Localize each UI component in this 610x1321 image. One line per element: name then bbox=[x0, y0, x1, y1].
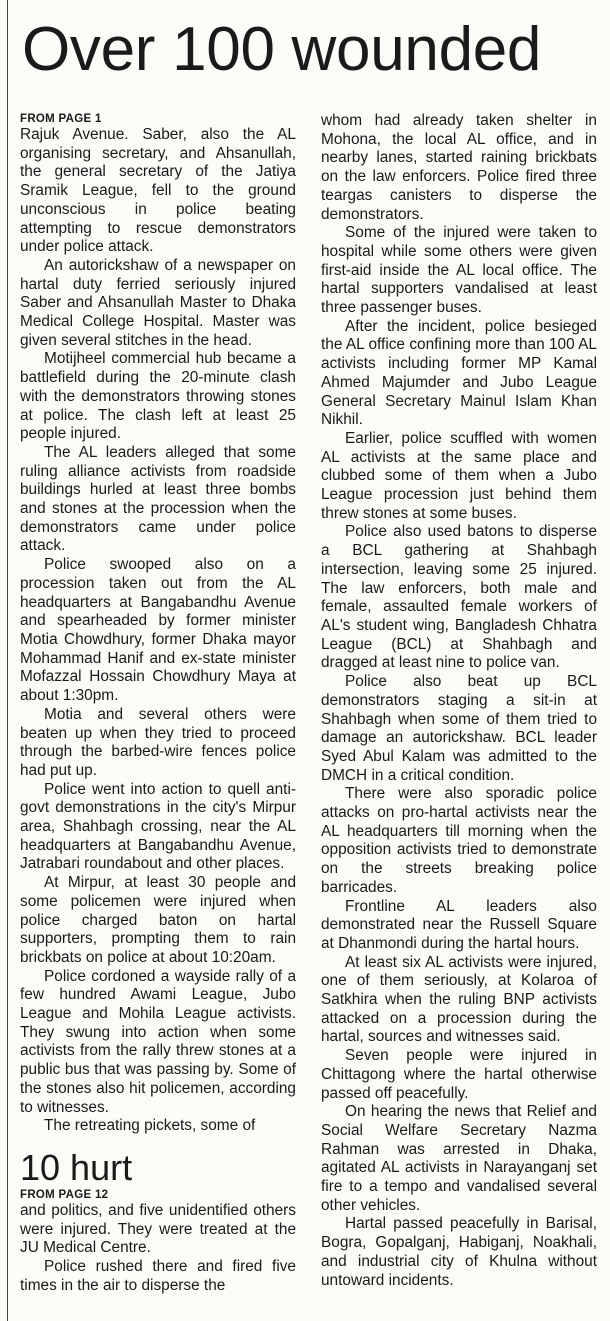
paragraph: Police swooped also on a procession taken out from the AL headquarters at Bangabandhu Avenue and spearheaded by former minister Motia Chowdhury, former Dhaka mayor Mohammad Hanif and ex-state minister Mofazzal Hossain Chowdhury Maya at about 1:30pm. bbox=[20, 556, 296, 705]
paragraph: Police also used batons to disperse a BCL gathering at Shahbagh intersection, leaving some 25 injured. The law enforcers, both male and female, assaulted female workers of AL's student wing, Bangladesh Chhatra League (BCL) at Shahbagh and dragged at least nine to police van. bbox=[321, 523, 597, 672]
right-column bbox=[321, 112, 597, 1290]
paragraph: Police went into action to quell anti-govt demonstrations in the city's Mirpur area, Shahbagh crossing, near the AL headquarters at Bangabandhu Avenue, Jatrabari roundabout and other places. bbox=[20, 780, 296, 873]
paragraph: Rajuk Avenue. Saber, also the AL organising secretary, and Ahsanullah, the general secretary of the Jatiya Sramik League, fell to the ground unconscious in police beating attempting to rescue demonstrators under police attack. bbox=[20, 126, 296, 256]
paragraph: and politics, and five unidentified others were injured. They were treated at the JU Medical Centre. bbox=[20, 1201, 296, 1257]
paragraph: Seven people were injured in Chittagong where the hartal otherwise passed off peacefully. bbox=[321, 1047, 597, 1102]
paragraph: Earlier, police scuffled with women AL activists at the same place and clubbed some of them when a Jubo League procession just behind them threw stones at some buses. bbox=[321, 429, 597, 522]
paragraph: Motijheel commercial hub became a battlefield during the 20-minute clash with the demonstrators throwing stones at police. The clash left at least 25 people injured. bbox=[20, 350, 296, 443]
paragraph: At Mirpur, at least 30 people and some policemen were injured when police charged baton on hartal supporters, prompting them to rain brickbats on police at about 10:20am. bbox=[20, 874, 296, 966]
paragraph: Some of the injured were taken to hospital while some others were given first-aid inside the AL local office. The hartal supporters vandalised at least three passenger buses. bbox=[321, 224, 597, 317]
paragraph: On hearing the news that Relief and Social Welfare Secretary Nazma Rahman was arrested in Dhaka, agitated AL activists in Narayanganj set fire to a tempo and vandalised several other vehicles. bbox=[321, 1103, 597, 1214]
jump-kicker: FROM PAGE 1 bbox=[20, 113, 102, 125]
headline: Over 100 wounded bbox=[22, 15, 542, 84]
paragraph: whom had already taken shelter in Mohona, the local AL office, and in nearby lanes, started raining brickbats on the law enforcers. Police fired three teargas canisters to disperse the demonstrators. bbox=[321, 112, 597, 223]
paragraph: An autorickshaw of a newspaper on hartal duty ferried seriously injured Saber and Ahsanullah Master to Dhaka Medical College Hospital. Master was given several stitches in the head. bbox=[20, 256, 296, 349]
paragraph: Police also beat up BCL demonstrators staging a sit-in at Shahbagh when some of them tried to damage an autorickshaw. BCL leader Syed Abul Kalam was admitted to the DMCH in a critical condition. bbox=[321, 673, 597, 784]
second-story-headline: 10 hurt bbox=[20, 1146, 133, 1188]
paragraph: At least six AL activists were injured, one of them seriously, at Kolaroa of Satkhira when the ruling BNP activists attacked on a procession during the hartal, sources and witnesses said. bbox=[321, 953, 597, 1046]
paragraph: After the incident, police besieged the AL office confining more than 100 AL activists including former MP Kamal Ahmed Majumder and Jubo League General Secretary Mainul Islam Khan Nikhil. bbox=[321, 317, 597, 429]
paragraph: There were also sporadic police attacks on pro-hartal activists near the AL headquarters till morning when the opposition activists tried to demonstrate on the streets breaking police barricades. bbox=[321, 785, 597, 896]
paragraph: Hartal passed peacefully in Barisal, Bogra, Gopalganj, Habiganj, Noakhali, and industrial city of Khulna without untoward incidents. bbox=[321, 1215, 597, 1289]
paragraph: Police rushed there and fired five times in the air to disperse the bbox=[20, 1258, 296, 1294]
paragraph: Police cordoned a wayside rally of a few hundred Awami League, Jubo League and Mohila League activists. They swung into action when some activists from the rally threw stones at a public bus that was passing by. Some of the stones also hit policemen, according to witnesses. bbox=[20, 967, 296, 1116]
left-column bbox=[20, 112, 296, 1295]
second-story-kicker: FROM PAGE 12 bbox=[20, 1188, 109, 1201]
column-rule bbox=[7, 0, 8, 1321]
paragraph: Frontline AL leaders also demonstrated near the Russell Square at Dhanmondi during the hartal hours. bbox=[321, 897, 597, 952]
paragraph: The AL leaders alleged that some ruling alliance activists from roadside buildings hurled at least three bombs and stones at the procession when the demonstrators came under police attack. bbox=[20, 443, 296, 555]
paragraph: The retreating pickets, some of bbox=[44, 1117, 256, 1135]
paragraph: Motia and several others were beaten up when they tried to proceed through the barbed-wire fences police had put up. bbox=[20, 705, 296, 779]
